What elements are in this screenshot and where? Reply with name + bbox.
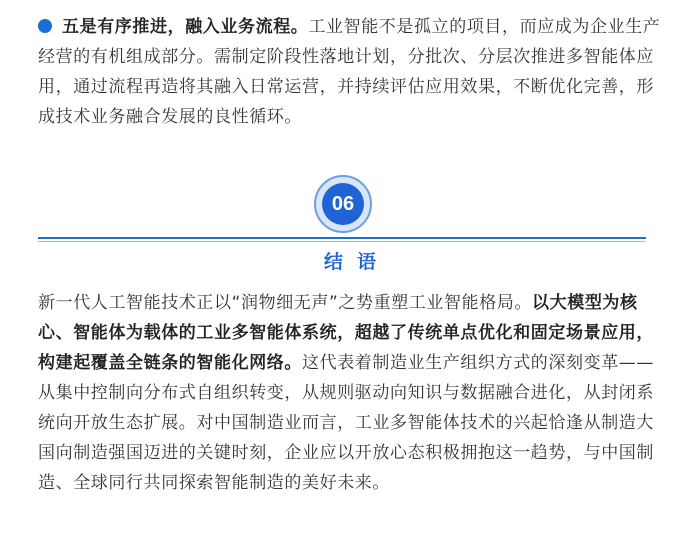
intro-bold-lead: 五是有序推进，融入业务流程。 [62, 17, 309, 37]
section-divider-line [38, 237, 646, 239]
bullet-dot-icon [38, 19, 52, 33]
conclusion-text-1: 新一代人工智能技术正以“润物细无声”之势重塑工业智能格局。 [38, 293, 533, 313]
conclusion-paragraph [38, 288, 663, 498]
conclusion-text-2: 这代表着制造业生产组织方式的深刻变革——从集中控制向分布式自组织转变，从规则驱动向知识与数据融合进化，从封闭系统向开放生态扩展。对中国制造业而言，工业多智能体技术的兴起恰逢从制造大国向制造强国迈进的关键时刻，企业应以开放心态积极拥抱这一趋势，与中国制造、全球同行共同探索智能制造的美好未来。 [38, 353, 654, 493]
intro-paragraph [38, 12, 663, 132]
conclusion-bold-text: 以大模型为核心、智能体为载体的工业多智能体系统，超越了传统单点优化和固定场景应用，构建起覆盖全链条的智能化网络。 [38, 293, 654, 373]
section-number: 06 [322, 183, 364, 225]
section-title: 结语 [323, 251, 390, 273]
section-divider-shadow-line [38, 241, 646, 242]
section-marker [0, 175, 700, 275]
section-number-badge [314, 175, 372, 233]
intro-body-text: 工业智能不是孤立的项目，而应成为企业生产经营的有机组成部分。需制定阶段性落地计划，分批次、分层次推进多智能体应用，通过流程再造将其融入日常运营，并持续评估应用效果，不断优化完善，形成技术业务融合发展的良性循环。 [38, 17, 661, 127]
